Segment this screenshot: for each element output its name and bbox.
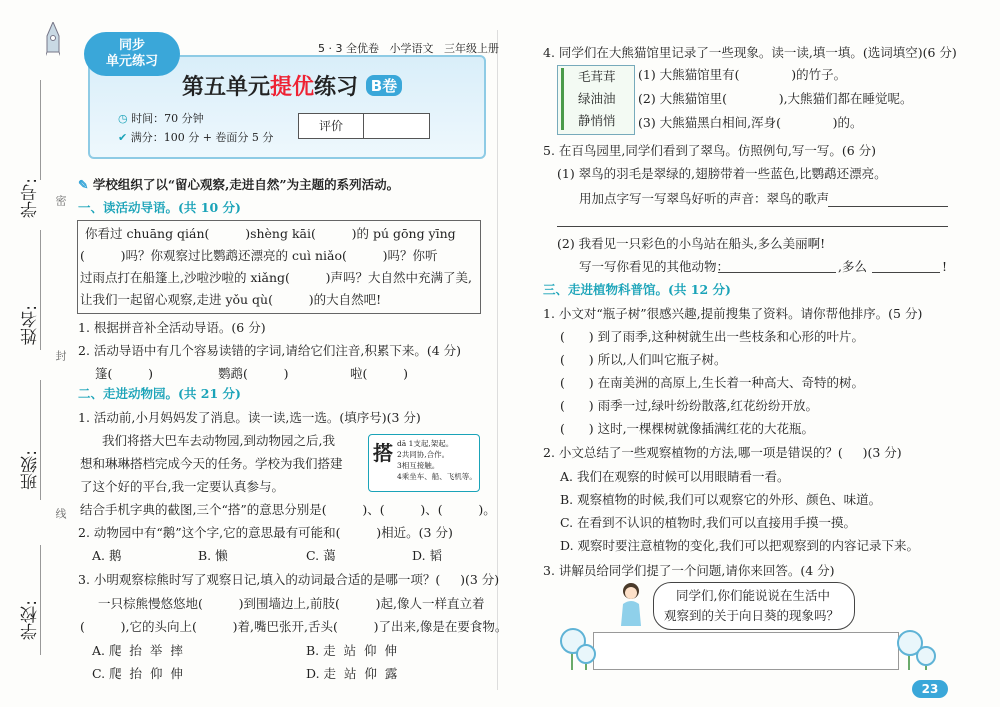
question-3-2: 2. 小文总结了一些观察植物的方法,哪一项是错误的？( )(3 分): [543, 445, 902, 460]
question-5: 5. 在百鸟园里,同学们看到了翠鸟。仿照例句,写一写。(6 分): [543, 143, 877, 158]
example-1: (1) 翠鸟的羽毛是翠绿的,翅膀带着一些蓝色,比鹦鹉还漂亮。: [557, 166, 887, 181]
margin-line: [40, 80, 41, 180]
question-1: 1. 根据拼音补全活动导语。(6 分): [78, 320, 266, 335]
speech-line: 同学们,你们能说说在生活中: [676, 588, 830, 603]
fill-line: (1) 大熊猫馆里有( )的竹子。: [638, 67, 847, 82]
question-2-2: 2. 动物园中有“鹅”这个字,它的意思最有可能和( )相近。(3 分): [78, 525, 453, 540]
sunflower-icon: [916, 646, 936, 666]
bamboo-icon: [561, 68, 576, 130]
option[interactable]: A. 鹅: [92, 548, 122, 563]
hint-char: 搭: [373, 441, 393, 465]
message-line: 我们将搭大巴车去动物园,到动物园之后,我: [102, 433, 335, 448]
class-label: 班级:: [21, 450, 41, 490]
hint-line: 2共同协,合作。: [397, 450, 450, 459]
word-option: 毛茸茸: [578, 69, 616, 84]
answer-line[interactable]: [557, 226, 948, 227]
unit-badge: [84, 32, 180, 76]
seal-mark: 密: [54, 195, 67, 206]
score-info: [118, 129, 273, 145]
seal-mark: 封: [54, 350, 67, 361]
score-text: 满分：100 分 + 卷面分 5 分: [130, 131, 274, 144]
school-label: 学校:: [21, 600, 41, 640]
order-item[interactable]: ( ) 雨季一过,绿叶纷纷散落,红花纷纷开放。: [560, 398, 819, 413]
option[interactable]: C. 爬 抬 仰 伸: [92, 666, 183, 681]
page-divider: [497, 30, 498, 690]
badge-line1: 同步: [118, 38, 145, 53]
title-part2: 练习: [314, 75, 359, 100]
answer-blank[interactable]: 鹦鹉( ): [218, 366, 289, 381]
word-option: 绿油油: [578, 91, 616, 106]
message-line: 了这个好的平台,我一定要认真参与。: [80, 479, 284, 494]
name-label: 姓名:: [21, 305, 41, 345]
intro-text: [78, 177, 399, 193]
diary-line: ( ),它的头向上( )着,嘴巴张开,舌头( )了出来,像是在要食物。: [80, 619, 508, 634]
hint-defs: [397, 438, 477, 482]
option[interactable]: B. 懒: [198, 548, 228, 563]
option[interactable]: C. 在看到不认识的植物时,我们可以直接用手摸一摸。: [560, 515, 857, 530]
option[interactable]: C. 蔼: [306, 548, 336, 563]
reading-line: ( )吗？你观察过比鹦鹉还漂亮的 cuì niǎo( )吗？你听: [80, 248, 438, 263]
answer-blank[interactable]: 篷( ): [95, 366, 154, 381]
clock-icon: ◷: [118, 112, 128, 125]
series-label: 5 · 3 全优卷 小学语文 三年级上册: [318, 42, 499, 55]
fill-line: (2) 大熊猫馆里( ),大熊猫们都在睡觉呢。: [638, 91, 913, 106]
section-3-heading: 三、走进植物科普馆。(共 12 分): [543, 282, 731, 297]
option[interactable]: D. 韬: [412, 548, 443, 563]
question-2: 2. 活动导语中有几个容易读错的字词,请给它们注音,积累下来。(4 分): [78, 343, 462, 358]
time-text: 时间：70 分钟: [131, 112, 204, 125]
hint-line: 4乘坐车、船、飞机等。: [397, 472, 477, 481]
option[interactable]: A. 爬 抬 举 摔: [92, 643, 183, 658]
question-2-3: 3. 小明观察棕熊时写了观察日记,填入的动词最合适的是哪一项？( )(3 分): [78, 572, 500, 587]
hint-line: 3相互接触。: [397, 461, 440, 470]
sunflower-icon: [576, 644, 596, 664]
question-4: 4. 同学们在大熊猫馆里记录了一些现象。读一读,填一填。(选词填空)(6 分): [543, 45, 957, 60]
option[interactable]: D. 观察时要注意植物的变化,我们可以把观察到的内容记录下来。: [560, 538, 919, 553]
section-1-heading: 一、读活动导语。(共 10 分): [78, 200, 241, 215]
answer-line[interactable]: [828, 206, 948, 207]
speech-line: 观察到的关于向日葵的现象吗？: [664, 608, 840, 623]
order-item[interactable]: ( ) 所以,人们叫它瓶子树。: [560, 352, 727, 367]
prompt-1: 用加点字写一写翠鸟好听的声音：翠鸟的歌声: [579, 191, 830, 206]
rocket-icon: [46, 22, 60, 62]
badge-line2: 单元练习: [105, 54, 158, 69]
hint-line: dā 1支起,架起。: [397, 439, 454, 448]
rating-label: 评价: [299, 114, 364, 138]
student-id-label: 学号:: [21, 178, 41, 218]
order-item[interactable]: ( ) 到了雨季,这种树就生出一些枝条和心形的叶片。: [560, 329, 865, 344]
time-info: [118, 110, 204, 126]
reading-line: 让我们一起留心观察,走进 yǒu qù( )的大自然吧!: [80, 292, 382, 307]
answer-blank[interactable]: 啦( ): [350, 366, 409, 381]
question-3-1: 1. 小文对“瓶子树”很感兴趣,提前搜集了资料。请你帮他排序。(5 分): [543, 306, 923, 321]
prompt-2: 写一写你看见的其他动物：: [579, 259, 730, 274]
answer-box[interactable]: [593, 632, 899, 670]
diary-line: 一只棕熊慢悠悠地( )到围墙边上,前肢( )起,像人一样直立着: [98, 596, 485, 611]
order-item[interactable]: ( ) 这时,一棵棵树就像插满红花的大花瓶。: [560, 421, 815, 436]
seal-mark: 线: [54, 508, 67, 519]
option[interactable]: B. 观察植物的时候,我们可以观察它的外形、颜色、味道。: [560, 492, 882, 507]
question-3-3: 3. 讲解员给同学们提了一个问题,请你来回答。(4 分): [543, 563, 835, 578]
prompt-2-end: !: [942, 259, 948, 274]
title-highlight: 提优: [270, 75, 315, 100]
example-2: (2) 我看见一只彩色的小鸟站在船头,多么美丽啊!: [557, 236, 826, 251]
intro-label: 学校组织了以“留心观察,走进自然”为主题的系列活动。: [92, 177, 400, 192]
message-question: 结合手机字典的截图,三个“搭”的意思分别是( )、( )、( )。: [80, 502, 496, 517]
girl-illustration: [618, 582, 644, 628]
question-2-1: 1. 活动前,小月妈妈发了消息。读一读,选一选。(填序号)(3 分): [78, 410, 421, 425]
reading-line: 你看过 chuāng qián( )shèng kāi( )的 pú gōng yīng: [85, 226, 456, 241]
dictionary-screenshot: [368, 434, 480, 492]
rating-field[interactable]: [364, 114, 429, 138]
title-tag: B卷: [366, 75, 402, 96]
page-number: 23: [912, 680, 948, 698]
section-2-heading: 二、走进动物园。(共 21 分): [78, 386, 241, 401]
check-icon: ✔: [118, 131, 128, 144]
option[interactable]: D. 走 站 仰 露: [306, 666, 398, 681]
fill-line: (3) 大熊猫黑白相间,浑身( )的。: [638, 115, 863, 130]
title-part1: 第五单元: [182, 75, 271, 100]
speech-bubble: [653, 582, 855, 630]
prompt-2-mid: ,多么: [838, 259, 867, 274]
answer-line[interactable]: [872, 272, 940, 273]
pencil-icon: ✎: [78, 177, 89, 192]
bamboo-word-box: [557, 65, 635, 135]
order-item[interactable]: ( ) 在南美洲的高原上,生长着一种高大、奇特的树。: [560, 375, 865, 390]
option[interactable]: A. 我们在观察的时候可以用眼睛看一看。: [560, 469, 790, 484]
word-option: 静悄悄: [578, 113, 616, 128]
message-line: 想和琳琳搭档完成今天的任务。学校为我们搭建: [80, 456, 343, 471]
rating-box: [298, 113, 430, 139]
reading-line: 过雨点打在船篷上,沙啦沙啦的 xiǎng( )声吗？大自然中充满了美,: [80, 270, 472, 285]
page-title: [182, 70, 402, 101]
option[interactable]: B. 走 站 仰 伸: [306, 643, 397, 658]
answer-line[interactable]: [718, 272, 836, 273]
